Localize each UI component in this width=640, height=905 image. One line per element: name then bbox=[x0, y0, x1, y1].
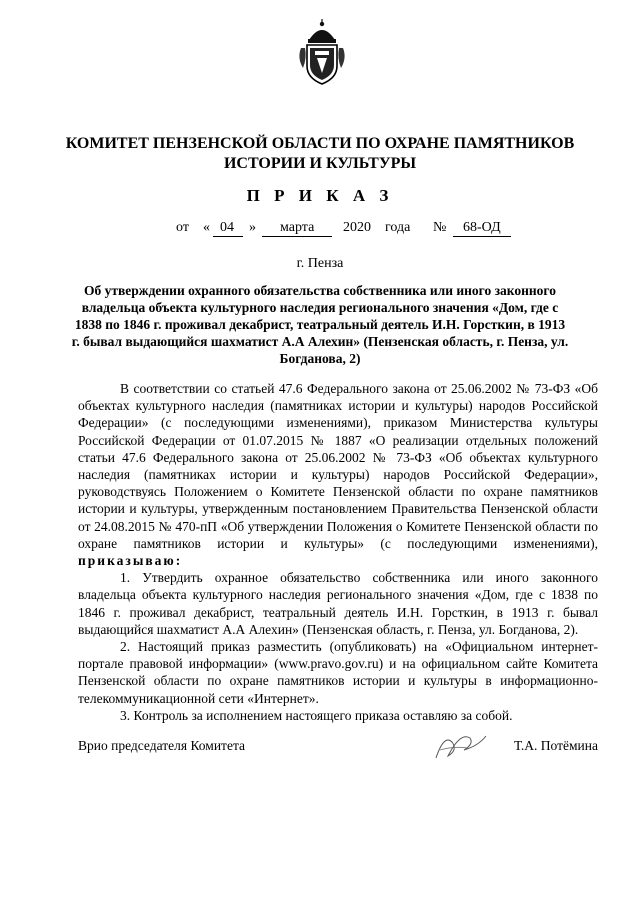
signer-name: Т.А. Потёмина bbox=[514, 738, 598, 753]
order-subject: Об утверждении охранного обязательства собственника или иного законного владельца объекта культурного наследия регионального значения «Дом, где с 1838 по 1846 г. проживал декабрист, театральный деятель И.Н. Горсткин, в 1913 г. бывал выдающийся шахматист А.А Алехин» (Пензенская область, г. Пенза, ул. Богданова, 2) bbox=[71, 283, 569, 366]
order-day: 04 bbox=[220, 220, 234, 235]
order-body bbox=[78, 380, 598, 724]
order-year-label: года bbox=[385, 220, 411, 235]
item-2-paragraph: 2. Настоящий приказ разместить (опубликовать) на «Официальном интернет-портале правовой информации» (www.pravo.gov.ru) и на официальном сайте Комитета Пензенской области по охране памятников истории и культуры в информационно-телекоммуникационной сети «Интернет». bbox=[78, 639, 598, 706]
order-year: 2020 bbox=[343, 220, 371, 235]
order-close-quote: » bbox=[249, 220, 256, 235]
order-open-quote: « bbox=[203, 220, 210, 235]
signature-block bbox=[78, 738, 598, 778]
handwritten-signature bbox=[430, 728, 490, 764]
item-3-paragraph: 3. Контроль за исполнением настоящего приказа оставляю за собой. bbox=[120, 707, 513, 723]
order-word: приказываю: bbox=[78, 553, 183, 569]
preamble-paragraph bbox=[78, 380, 598, 569]
item-1-paragraph: 1. Утвердить охранное обязательство собственника или иного законного владельца объекта культурного наследия регионального значения «Дом, где с 1838 по 1846 г. проживал декабрист, театральный деятель И.Н. Горсткин, в 1913 г. бывал выдающийся шахматист А.А Алехин» (Пензенская область, г. Пенза, ул. Богданова, 2). bbox=[78, 570, 598, 637]
committee-name: КОМИТЕТ ПЕНЗЕНСКОЙ ОБЛАСТИ ПО ОХРАНЕ ПАМЯТНИКОВ ИСТОРИИ И КУЛЬТУРЫ bbox=[65, 135, 575, 172]
pensa-oblast-coat-of-arms-icon bbox=[297, 18, 347, 86]
order-from-label: от bbox=[176, 220, 189, 235]
document-type-title: П Р И К А З bbox=[246, 186, 394, 205]
order-month: марта bbox=[280, 220, 315, 235]
city-name: г. Пенза bbox=[296, 256, 344, 271]
order-details bbox=[0, 220, 640, 240]
order-number: 68-ОД bbox=[463, 220, 501, 235]
order-number-sign: № bbox=[433, 220, 447, 235]
signer-position: Врио председателя Комитета bbox=[78, 738, 245, 753]
preamble-text: В соответствии со статьей 47.6 Федерального закона от 25.06.2002 № 73-ФЗ «Об объектах культурного наследия (памятниках истории и культуры) народов Российской Федерации» (с последующими изменениями), приказом Министерства культуры Российской Федерации от 01.07.2015 № 1887 «О реализации отдельных положений статьи 47.6 Федерального закона от 25.06.2002 № 73-ФЗ «Об объектах культурного наследия (памятниках истории и культуры) народов Российской Федерации», руководствуясь Положением о Комитете Пензенской области по охране памятников истории и культуры, утвержденным постановлением Правительства Пензенской области от 24.08.2015 № 470-пП «Об утверждении Положения о Комитете Пензенской области по охране памятников истории и культуры» (с последующими изменениями), bbox=[78, 381, 598, 551]
